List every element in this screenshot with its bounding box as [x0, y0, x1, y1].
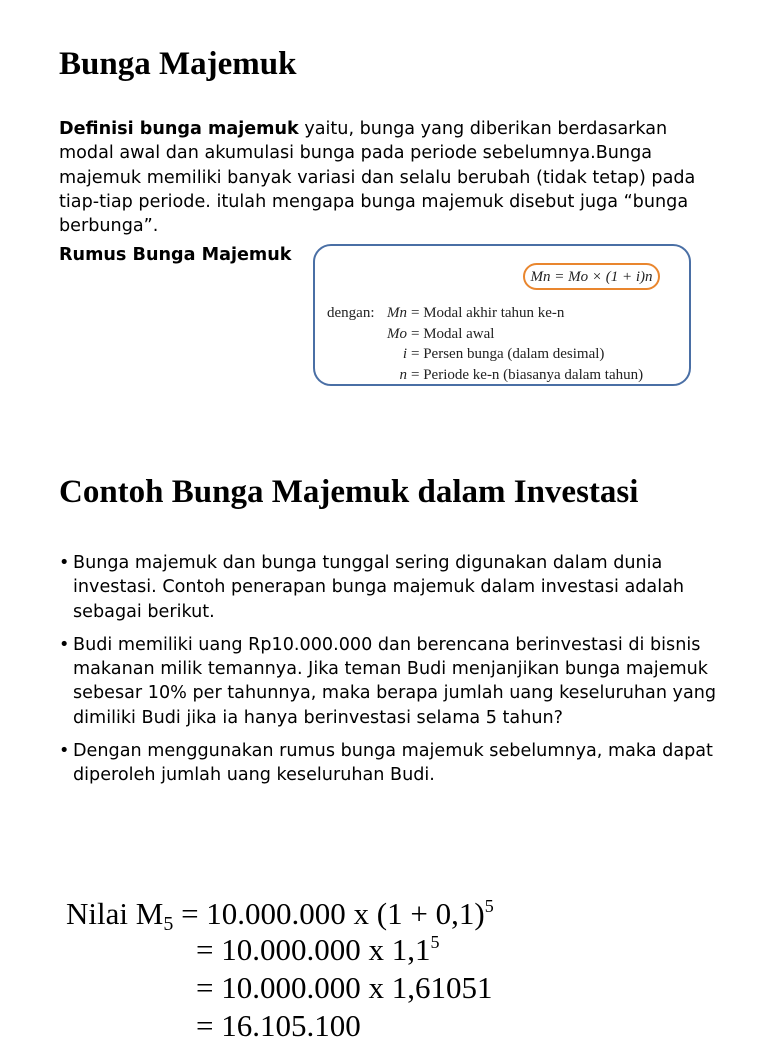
calc-expression: = 10.000.000 x 1,1: [196, 932, 431, 967]
calc-exponent: 5: [430, 932, 440, 952]
calc-subscript: 5: [163, 913, 174, 935]
bullet-item: • Bunga majemuk dan bunga tunggal sering digunakan dalam dunia investasi. Contoh penerapan bunga majemuk dalam investasi adalah sebagai berikut.: [59, 551, 719, 624]
calc-exponent: 5: [484, 896, 494, 916]
formula-desc: = Persen bunga (dalam desimal): [411, 346, 605, 362]
formula-row-mo: [327, 327, 494, 342]
formula-symbol: Mo: [387, 326, 407, 342]
formula-desc: = Modal awal: [411, 326, 495, 342]
formula-symbol: i: [402, 346, 407, 362]
definition-paragraph: [59, 117, 719, 238]
formula-symbol: n: [399, 367, 407, 383]
calculation-line-4: = 16.105.100: [196, 1008, 361, 1043]
calc-prefix: Nilai M: [66, 896, 164, 931]
formula-symbol: Mn: [387, 305, 407, 321]
formula-lead: dengan:: [327, 305, 375, 321]
calculation-line-3: = 10.000.000 x 1,61051: [196, 970, 493, 1005]
main-formula-text: Mn = Mo × (1 + i)n: [530, 269, 653, 285]
formula-desc: = Periode ke-n (biasanya dalam tahun): [411, 367, 644, 383]
main-formula: [523, 263, 660, 290]
formula-row-mn: [327, 306, 564, 321]
formula-row-n: [327, 368, 643, 383]
bullet-item: • Budi memiliki uang Rp10.000.000 dan berencana berinvestasi di bisnis makanan milik temannya. Jika teman Budi menjanjikan bunga majemuk sebesar 10% per tahunnya, maka berapa jumlah uang keseluruhan yang dimiliki Budi jika ia hanya berinvestasi selama 5 tahun?: [59, 633, 719, 730]
section-title-contoh-investasi: Contoh Bunga Majemuk dalam Investasi: [59, 474, 639, 510]
formula-label: Rumus Bunga Majemuk: [59, 245, 292, 265]
formula-row-i: [327, 347, 604, 362]
definition-bold-term: Definisi bunga majemuk: [59, 119, 299, 139]
bullet-item: • Dengan menggunakan rumus bunga majemuk sebelumnya, maka dapat diperoleh jumlah uang keseluruhan Budi.: [59, 739, 719, 788]
formula-box: [313, 244, 691, 386]
definition-text: yaitu, bunga yang diberikan berdasarkan modal awal dan akumulasi bunga pada periode sebelumnya.Bunga majemuk memiliki banyak variasi dan selalu berubah (tidak tetap) pada tiap-tiap periode. itulah mengapa bunga majemuk disebut juga “bunga berbunga”.: [59, 119, 696, 237]
calc-expression: = 10.000.000 x (1 + 0,1): [173, 896, 485, 931]
section-title-bunga-majemuk: Bunga Majemuk: [59, 46, 297, 82]
formula-desc: = Modal akhir tahun ke-n: [411, 305, 565, 321]
calculation-line-1: [66, 896, 494, 935]
example-bullet-list: [59, 551, 719, 797]
calculation-line-2: [196, 934, 439, 965]
